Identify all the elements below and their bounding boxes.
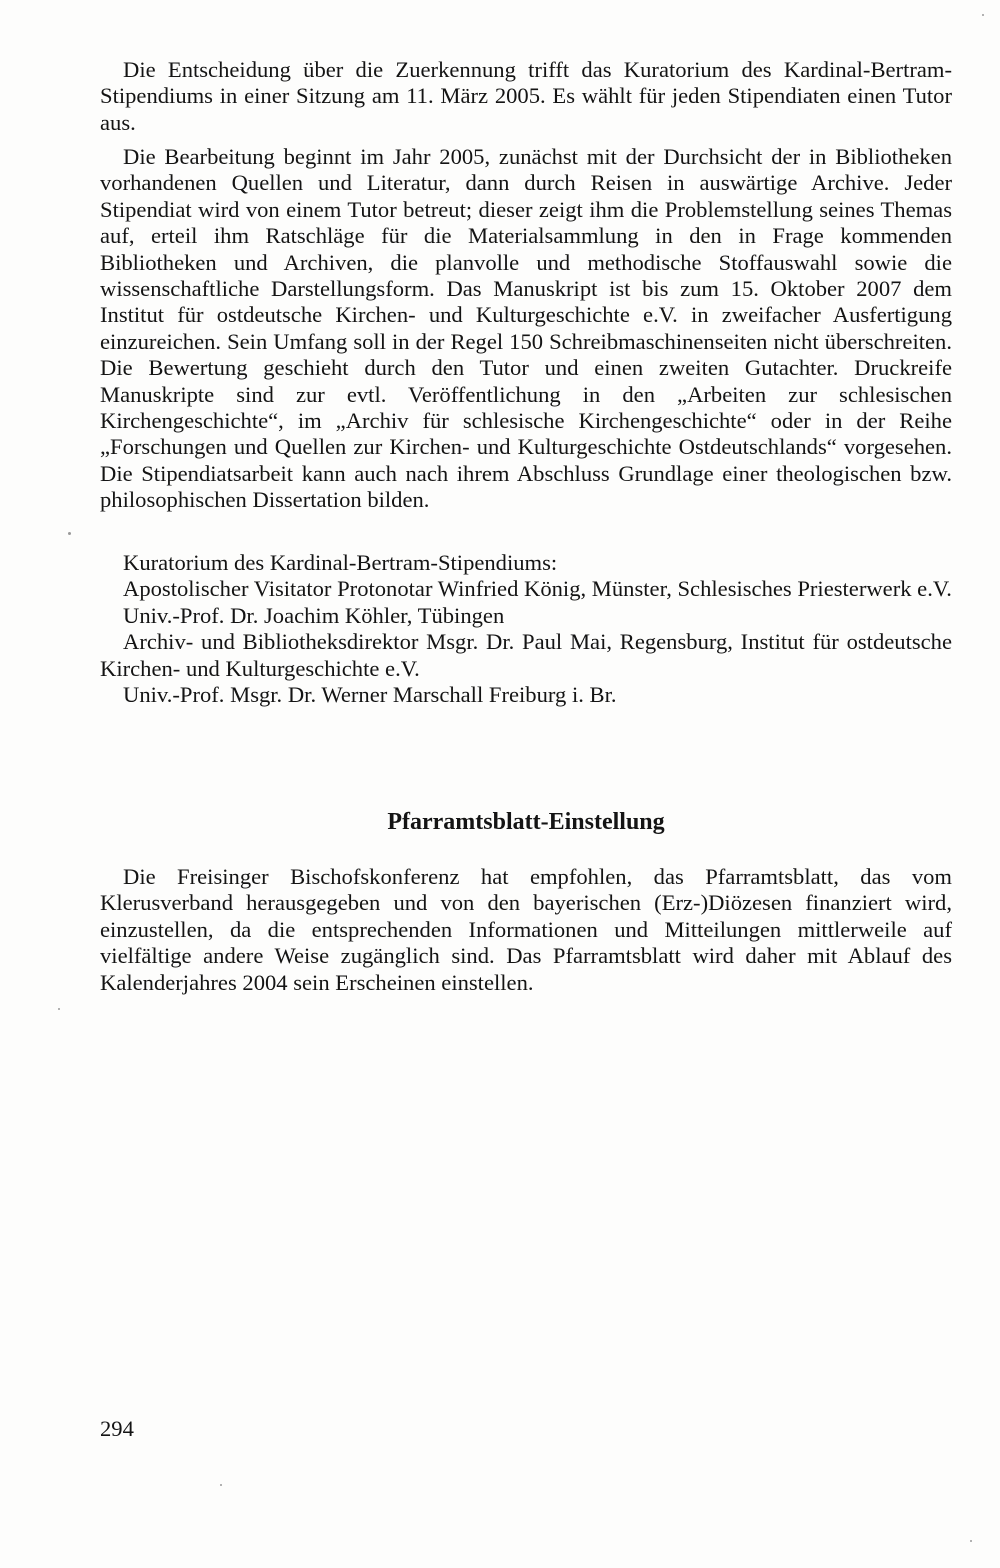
committee-member: Univ.-Prof. Msgr. Dr. Werner Marschall Freiburg i. Br. bbox=[123, 682, 617, 708]
page-number: 294 bbox=[100, 1416, 134, 1441]
section-heading: Pfarramtsblatt-Einstellung bbox=[387, 809, 665, 835]
paragraph-group-section bbox=[100, 864, 952, 996]
committee-member: Univ.-Prof. Dr. Joachim Köhler, Tübingen bbox=[123, 602, 505, 628]
paragraph-decision: Die Entscheidung über die Zuerkennung trifft das Kuratorium des Kardinal-Bertram-Stipendiums in einer Sitzung am 11. März 2005. Es wählt für jeden Stipendiaten einen Tutor aus. bbox=[100, 57, 952, 135]
paragraph-process: Die Bearbeitung beginnt im Jahr 2005, zunächst mit der Durchsicht der in Bibliotheken vorhandenen Quellen und Literatur, dann durch Reisen in auswärtige Archive. Jeder Stipendiat wird von einem Tutor betreut; dieser zeigt ihm die Problemstellung seines Themas auf, erteil ihm Ratschläge für die Materialsammlung in den in Frage kommenden Bibliotheken und Archiven, die planvolle und methodische Stoffauswahl sowie die wissenschaftliche Darstellungsform. Das Manuskript ist bis zum 15. Oktober 2007 dem Institut für ostdeutsche Kirchen- und Kulturgeschichte e.V. in zweifacher Ausfertigung einzureichen. Sein Umfang soll in der Regel 150 Schreibmaschinenseiten nicht überschreiten. Die Bewertung geschieht durch den Tutor und einen zweiten Gutachter. Druckreife Manuskripte sind zur evtl. Veröffentlichung in den „Arbeiten zur schlesischen Kirchengeschichte“, im „Archiv für schlesische Kirchengeschichte“ oder in der Reihe „Forschungen und Quellen zur Kirchen- und Kulturgeschichte Ostdeutschlands“ vorgesehen. Die Stipendiatsarbeit kann auch nach ihrem Abschluss Grundlage einer theologischen bzw. philosophischen Dissertation bilden. bbox=[100, 144, 952, 513]
scan-speck bbox=[58, 1008, 60, 1010]
committee-member: Archiv- und Bibliotheksdirektor Msgr. Dr. Paul Mai, Regensburg, Institut für ostdeutsche Kirchen- und Kulturgeschichte e.V. bbox=[100, 629, 952, 681]
scan-speck bbox=[970, 1540, 972, 1542]
committee-list bbox=[100, 550, 952, 708]
paragraph-group-process bbox=[100, 144, 952, 514]
scan-speck bbox=[220, 1484, 222, 1486]
committee-heading: Kuratorium des Kardinal-Bertram-Stipendiums: bbox=[123, 550, 558, 575]
committee-member: Apostolischer Visitator Protonotar Winfried König, Münster, Schlesisches Priesterwerk e.V. bbox=[123, 576, 952, 602]
scan-speck bbox=[68, 532, 71, 535]
paragraph-group-stipend bbox=[100, 57, 952, 136]
paragraph-section-body: Die Freisinger Bischofskonferenz hat empfohlen, das Pfarramtsblatt, das vom Klerusverband herausgegeben und von den bayerischen (Erz-)Diözesen finanziert wird, einzustellen, da die entsprechenden Informationen und Mitteilungen mittlerweile auf vielfältige andere Weise zugänglich sind. Das Pfarramtsblatt wird daher mit Ablauf des Kalenderjahres 2004 sein Erscheinen einstellen. bbox=[100, 864, 952, 995]
scan-speck bbox=[982, 14, 984, 16]
